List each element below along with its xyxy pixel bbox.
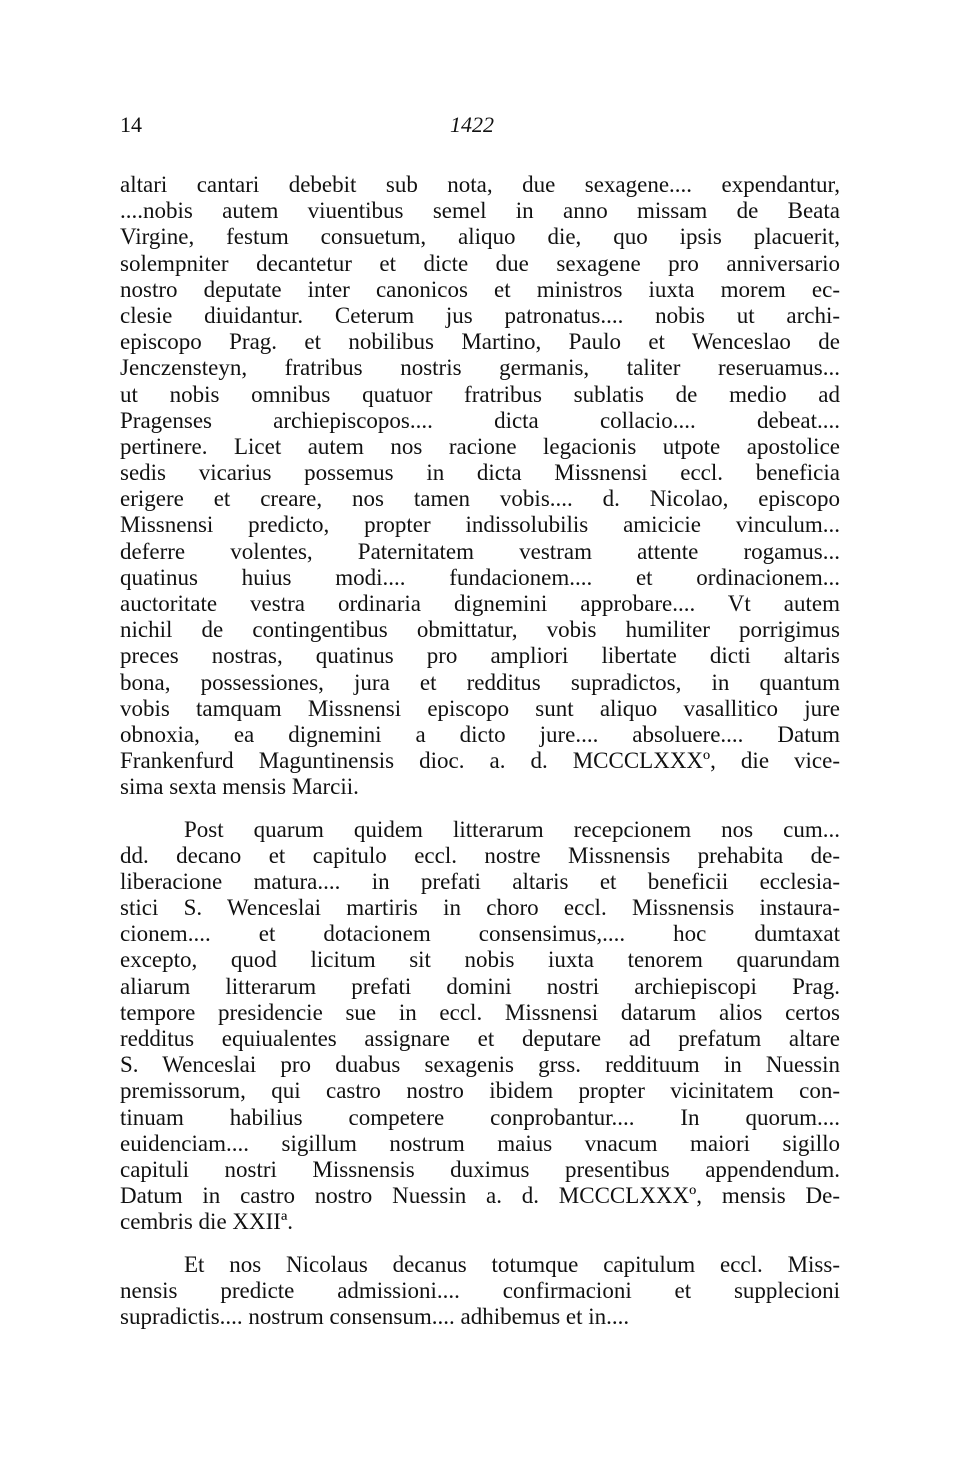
text-line: supradictis.... nostrum consensum.... adhibemus et in.... (120, 1303, 630, 1329)
text-line: episcopo Prag. et nobilibus Martino, Paulo et Wenceslao de (120, 329, 840, 355)
text-line: Datum in castro nostro Nuessin a. d. MCCCLXXXº, mensis De- (120, 1183, 840, 1209)
text-line: Et nos Nicolaus decanus totumque capitulum eccl. Miss- (184, 1251, 840, 1277)
text-line: auctoritate vestra ordinaria dignemini approbare.... Vt autem (120, 591, 840, 616)
body-text (120, 172, 840, 1330)
paragraph (120, 1252, 840, 1331)
running-head-year: 1422 (450, 112, 494, 137)
text-line: deferre volentes, Paternitatem vestram attente rogamus... (120, 538, 840, 564)
page-number: 14 (120, 112, 142, 137)
text-line: aliarum litterarum prefati domini nostri archiepiscopi Prag. (120, 973, 840, 999)
text-line: euidenciam.... sigillum nostrum maius vnacum maiori sigillo (120, 1130, 840, 1156)
text-line: Missnensi predicto, propter indissolubilis amicicie vinculum... (120, 512, 840, 538)
page-header (120, 112, 840, 146)
text-line: Post quarum quidem litterarum recepcionem nos cum... (184, 816, 840, 842)
text-line: quatinus huius modi.... fundacionem.... et ordinacionem... (120, 564, 840, 590)
text-line: vobis tamquam Missnensi episcopo sunt aliquo vasallitico jure (120, 695, 840, 721)
text-line: ....nobis autem viuentibus semel in anno missam de Beata (120, 198, 840, 224)
text-line: liberacione matura.... in prefati altaris et beneficii ecclesia- (120, 868, 840, 894)
text-line: erigere et creare, nos tamen vobis.... d. Nicolao, episcopo (120, 486, 840, 512)
text-line: Virgine, festum consuetum, aliquo die, quo ipsis placuerit, (120, 224, 840, 250)
paragraph (120, 172, 840, 801)
text-line: preces nostras, quatinus pro ampliori libertate dicti altaris (120, 643, 840, 669)
paragraph-gap (120, 801, 840, 817)
text-line: sima sexta mensis Marcii. (120, 774, 359, 800)
text-line: altari cantari debebit sub nota, due sexagene.... expendantur, (120, 172, 840, 197)
text-line: ut nobis omnibus quatuor fratribus sublatis de medio ad (120, 381, 840, 407)
text-line: obnoxia, ea dignemini a dicto jure.... absoluere.... Datum (120, 721, 840, 747)
text-line: excepto, quod licitum sit nobis iuxta tenorem quarundam (120, 947, 840, 973)
text-line: premissorum, qui castro nostro ibidem propter vicinitatem con- (120, 1078, 840, 1104)
text-line: nostro deputate inter canonicos et ministros iuxta morem ec- (120, 276, 840, 302)
text-line: clesie diuidantur. Ceterum jus patronatus.... nobis ut archi- (120, 302, 840, 328)
text-line: nichil de contingentibus obmittatur, vobis humiliter porrigimus (120, 617, 840, 643)
text-line: Pragenses archiepiscopos.... dicta collacio.... debeat.... (120, 407, 840, 433)
text-line: tinuam habilius competere conprobantur.... In quorum.... (120, 1104, 840, 1130)
text-line: cionem.... et dotacionem consensimus,.... hoc dumtaxat (120, 921, 840, 947)
text-line: pertinere. Licet autem nos racione legacionis utpote apostolice (120, 433, 840, 459)
text-line: stici S. Wenceslai martiris in choro eccl. Missnensis instaura- (120, 895, 840, 921)
text-line: capituli nostri Missnensis duximus presentibus appendendum. (120, 1156, 840, 1182)
text-line: bona, possessiones, jura et redditus supradictos, in quantum (120, 669, 840, 695)
paragraph (120, 817, 840, 1236)
text-line: Jenczensteyn, fratribus nostris germanis, taliter reseruamus... (120, 355, 840, 381)
text-line: Frankenfurd Maguntinensis dioc. a. d. MCCCLXXXº, die vice- (120, 748, 840, 774)
text-line: S. Wenceslai pro duabus sexagenis grss. reddituum in Nuessin (120, 1052, 840, 1078)
text-line: nensis predicte admissioni.... confirmacioni et supplecioni (120, 1277, 840, 1303)
text-line: redditus equiualentes assignare et deputare ad prefatum altare (120, 1026, 840, 1051)
paragraph-gap (120, 1236, 840, 1252)
text-line: tempore presidencie sue in eccl. Missnensi datarum alios certos (120, 999, 840, 1025)
text-line: solempniter decantetur et dicte due sexagene pro anniversario (120, 250, 840, 276)
text-line: sedis vicarius possemus in dicta Missnensi eccl. beneficia (120, 460, 840, 486)
text-line: cembris die XXIIª. (120, 1209, 294, 1235)
text-line: dd. decano et capitulo eccl. nostre Missnensis prehabita de- (120, 842, 840, 868)
document-page (120, 112, 840, 1330)
